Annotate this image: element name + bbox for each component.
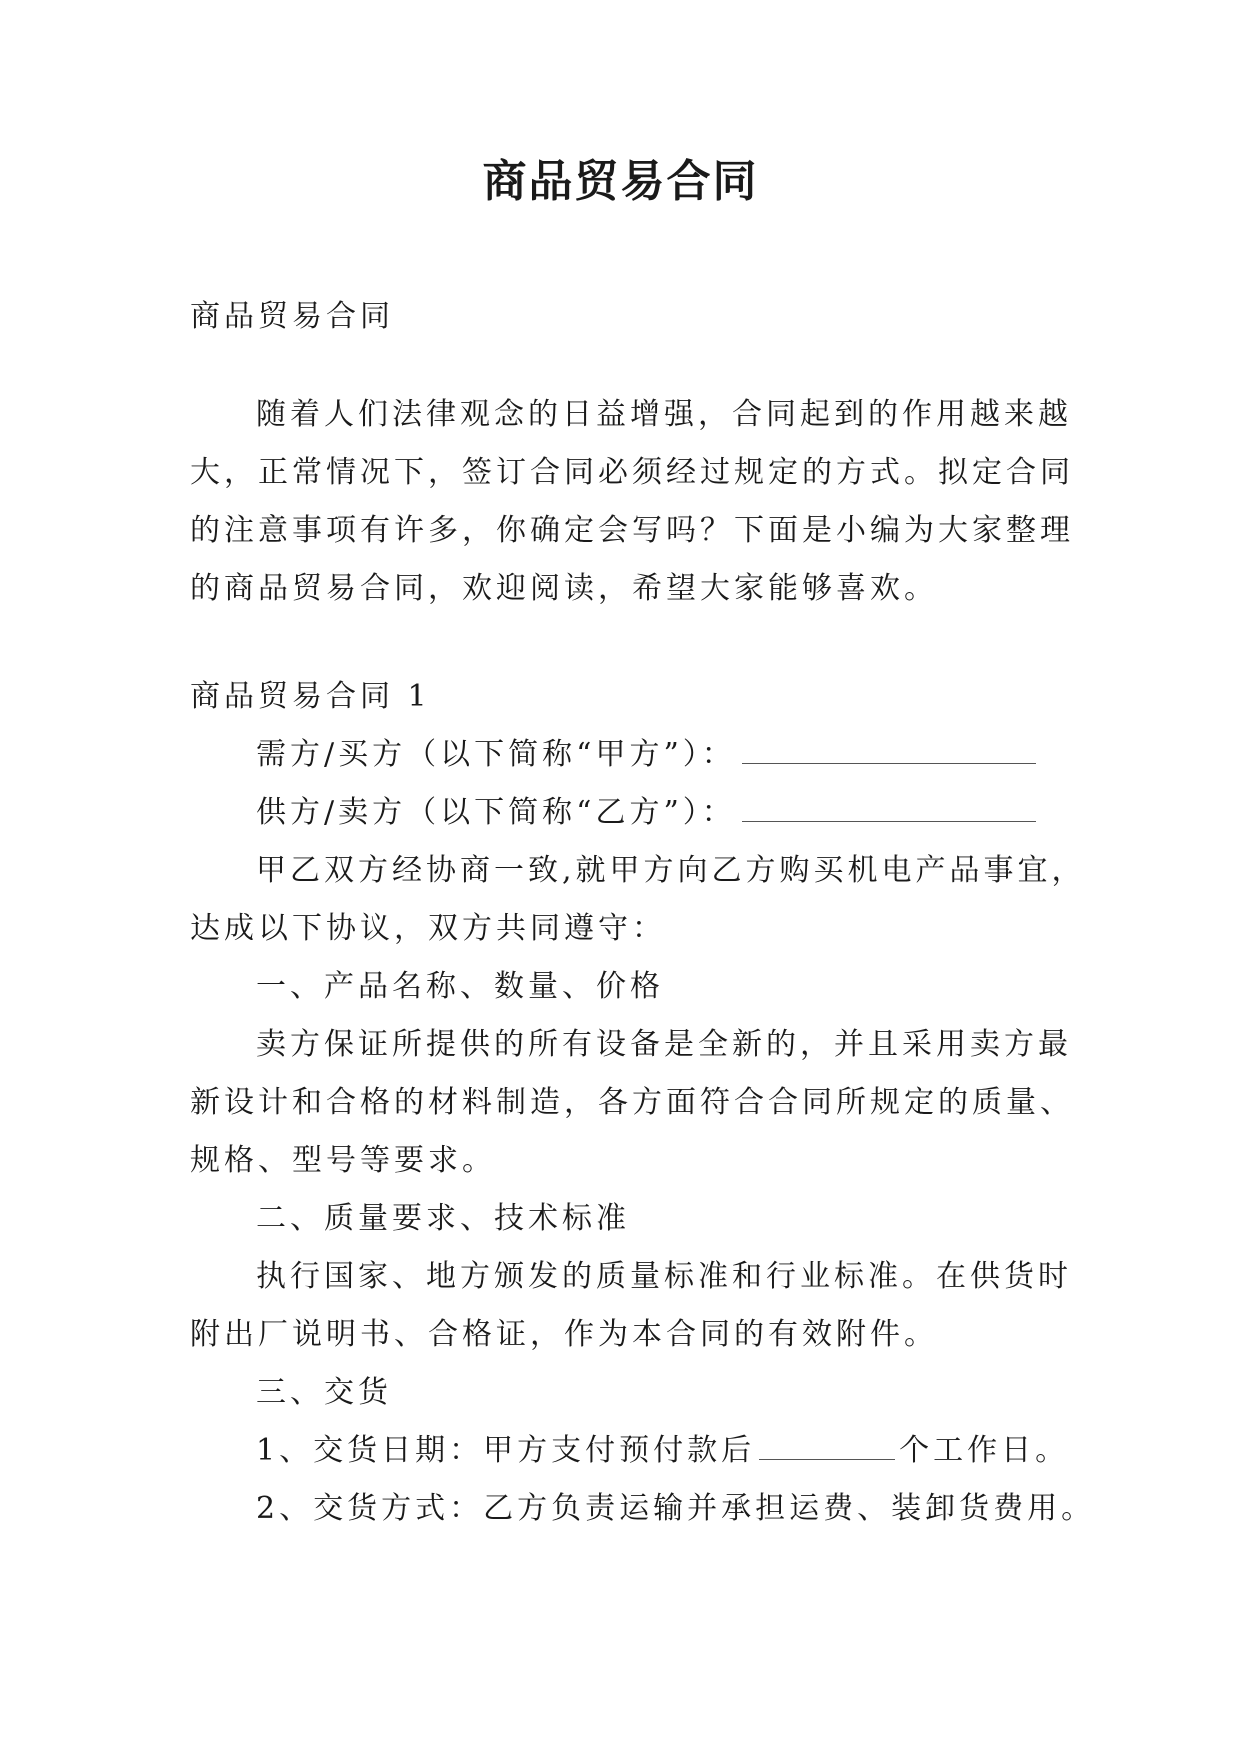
- delivery-date-suffix: 个工作日。: [899, 1433, 1070, 1468]
- clause1-line: 规格、型号等要求。: [190, 1143, 496, 1178]
- intro-line: 的商品贸易合同，欢迎阅读，希望大家能够喜欢。: [190, 571, 938, 606]
- intro-line: 随着人们法律观念的日益增强，合同起到的作用越来越: [256, 397, 1072, 432]
- seller-line: [190, 784, 1052, 842]
- clause1-line: 卖方保证所提供的所有设备是全新的，并且采用卖方最: [256, 1027, 1072, 1062]
- buyer-label: 需方/买方（以下简称“甲方”）：: [256, 737, 736, 772]
- buyer-blank: [742, 741, 1036, 764]
- clause2-heading: 二、质量要求、技术标准: [256, 1201, 630, 1236]
- agreement-line: 达成以下协议，双方共同遵守：: [190, 911, 666, 946]
- clause2-line: 附出厂说明书、合格证，作为本合同的有效附件。: [190, 1317, 938, 1352]
- intro-line: 的注意事项有许多，你确定会写吗？下面是小编为大家整理: [190, 513, 1074, 548]
- delivery-date-line: [190, 1422, 1070, 1480]
- buyer-line: [190, 726, 1052, 784]
- intro-paragraph: [190, 386, 1074, 618]
- delivery-days-blank: [759, 1437, 895, 1460]
- section-heading: 商品贸易合同 1: [190, 679, 431, 714]
- clause1-heading: 一、产品名称、数量、价格: [256, 969, 664, 1004]
- agreement-line: 甲乙双方经协商一致,就甲方向乙方购买机电产品事宜，: [256, 853, 1086, 888]
- document-subtitle: 商品贸易合同: [190, 299, 394, 334]
- seller-label: 供方/卖方（以下简称“乙方”）：: [256, 795, 736, 830]
- clause3-heading: 三、交货: [256, 1375, 392, 1410]
- delivery-method-line: 2、交货方式：乙方负责运输并承担运费、装卸货费用。: [256, 1491, 1096, 1526]
- document-title: 商品贸易合同: [482, 156, 759, 207]
- seller-blank: [742, 799, 1036, 822]
- delivery-date-prefix: 1、交货日期：甲方支付预付款后: [256, 1433, 756, 1468]
- clause2-line: 执行国家、地方颁发的质量标准和行业标准。在供货时: [256, 1259, 1072, 1294]
- clause1-line: 新设计和合格的材料制造，各方面符合合同所规定的质量、: [190, 1085, 1074, 1120]
- document-body: [190, 288, 1096, 1538]
- intro-line: 大，正常情况下，签订合同必须经过规定的方式。拟定合同: [190, 455, 1074, 490]
